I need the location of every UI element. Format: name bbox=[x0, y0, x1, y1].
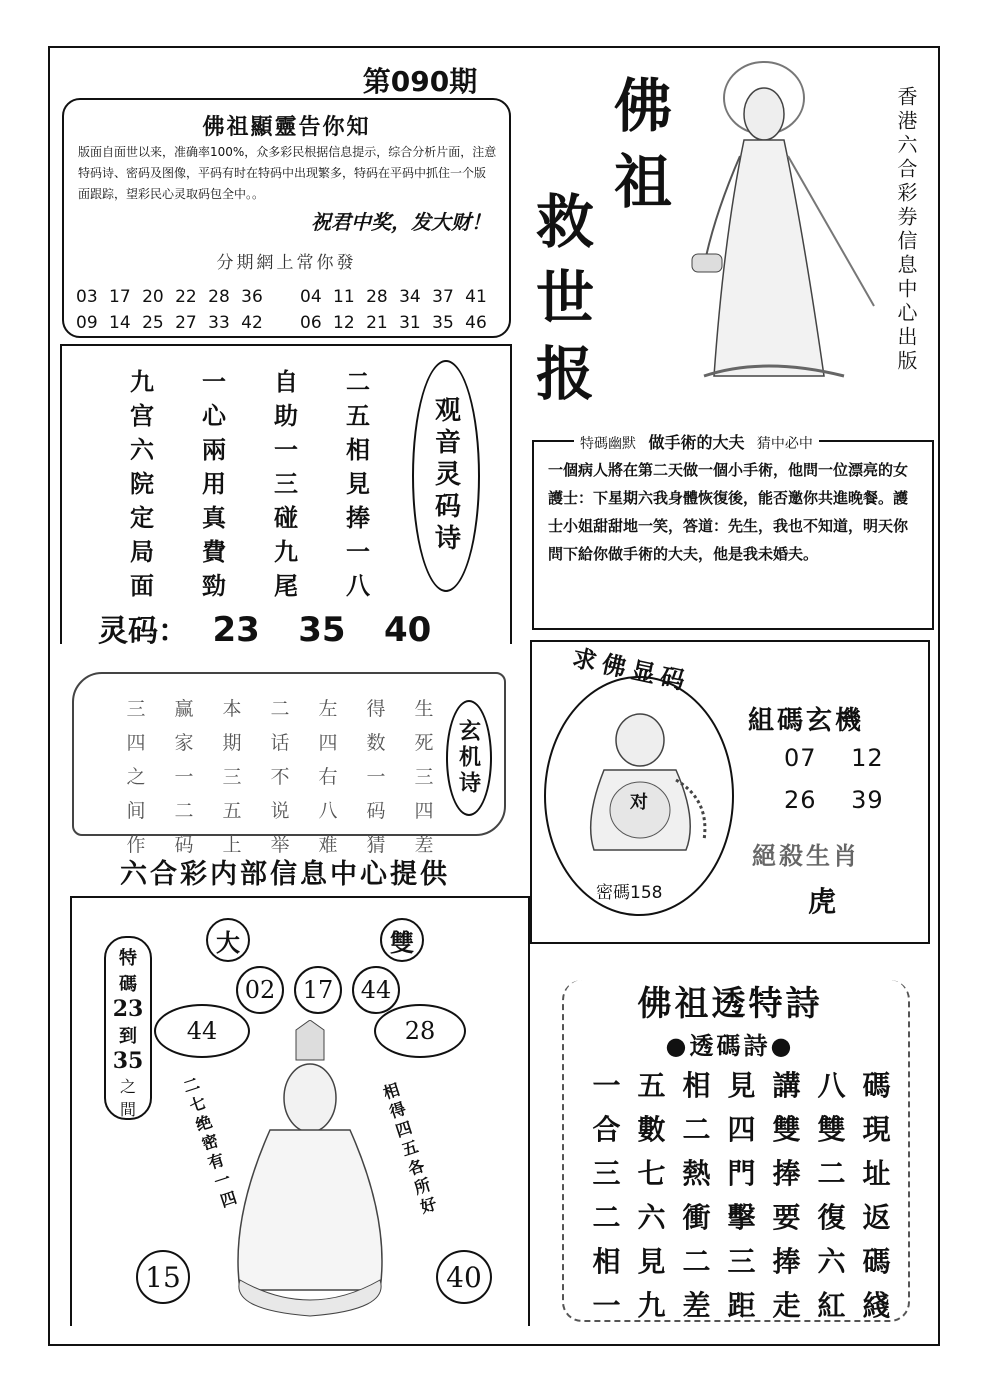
xuanji-label-text: 玄机诗 bbox=[455, 719, 482, 797]
foot-char: 六 bbox=[637, 1201, 666, 1234]
xuanji-char: 话 bbox=[270, 732, 290, 754]
zuma-number: 07 bbox=[784, 744, 817, 772]
foot-char: 見 bbox=[637, 1245, 666, 1278]
foot-char: 二 bbox=[817, 1157, 846, 1190]
number-row: 09 14 25 27 33 42 bbox=[76, 313, 263, 333]
notice-wish: 祝君中奖，发大财！ bbox=[311, 210, 491, 234]
foot-char: 熱 bbox=[682, 1157, 711, 1190]
poem-char: 五 bbox=[346, 401, 370, 430]
publisher-vertical: 香港六合彩券信息中心出版 bbox=[894, 86, 918, 374]
tema-label-char: 特 bbox=[119, 948, 137, 969]
xuanji-char: 差 bbox=[414, 834, 434, 856]
buddha-caption: 求佛显码 bbox=[569, 642, 694, 697]
foot-char: 返 bbox=[862, 1201, 891, 1234]
number-row: 03 17 20 22 28 36 bbox=[76, 287, 263, 307]
xuanji-char: 生 bbox=[414, 698, 434, 720]
notice-title: 佛祖顯靈告你知 bbox=[202, 114, 371, 140]
poem-char: 自 bbox=[274, 367, 298, 396]
poem-char: 一 bbox=[346, 537, 370, 566]
foot-char: 八 bbox=[817, 1069, 846, 1102]
foot-char: 數 bbox=[637, 1113, 666, 1146]
foot-poem-title: 佛祖透特詩 bbox=[590, 976, 870, 1025]
joke-header-label: 特碼幽默 bbox=[580, 436, 636, 452]
foot-char: 距 bbox=[727, 1289, 756, 1322]
poem-char: 助 bbox=[274, 401, 298, 430]
zodiac-answer: 虎 bbox=[808, 885, 837, 918]
corner-number-right: 40 bbox=[436, 1250, 492, 1304]
xuanji-char: 说 bbox=[270, 800, 290, 822]
guanyin-poem-label bbox=[412, 360, 480, 592]
lingma-number: 40 bbox=[384, 610, 432, 650]
foot-char: 門 bbox=[727, 1157, 756, 1190]
xuanji-char: 四 bbox=[414, 800, 434, 822]
foot-char: 紅 bbox=[817, 1289, 846, 1322]
poem-char: 定 bbox=[130, 503, 154, 532]
lingma-label: 灵码： bbox=[98, 614, 188, 649]
poem-char: 見 bbox=[346, 469, 370, 498]
foot-poem-subtitle-text: 透碼詩 bbox=[689, 1031, 771, 1060]
xuanji-char: 得 bbox=[366, 698, 386, 720]
poem-char: 宫 bbox=[130, 401, 154, 430]
number-circle: 17 bbox=[294, 966, 342, 1014]
foot-char: 復 bbox=[817, 1201, 846, 1234]
xuanji-char: 不 bbox=[270, 766, 290, 788]
xuanji-char: 五 bbox=[222, 800, 242, 822]
foot-char: 二 bbox=[592, 1201, 621, 1234]
poem-char: 局 bbox=[130, 537, 154, 566]
foot-char: 捧 bbox=[772, 1245, 801, 1278]
provider-line: 六合彩内部信息中心提供 bbox=[120, 859, 450, 890]
xuanji-char: 一 bbox=[366, 766, 386, 788]
xuanji-char: 期 bbox=[222, 732, 242, 754]
numbers-left bbox=[76, 284, 263, 336]
number-circle: 02 bbox=[236, 966, 284, 1014]
foot-char: 捧 bbox=[772, 1157, 801, 1190]
poem-char: 三 bbox=[274, 469, 298, 498]
number-ellipse: 28 bbox=[374, 1004, 466, 1058]
poem-char: 一 bbox=[274, 435, 298, 464]
foot-char: 衝 bbox=[682, 1201, 711, 1234]
foot-char: 六 bbox=[817, 1245, 846, 1278]
zuma-row bbox=[784, 744, 884, 772]
corner-number-left: 15 bbox=[136, 1250, 190, 1304]
poem-char: 面 bbox=[130, 571, 154, 600]
poem-char: 相 bbox=[346, 435, 370, 464]
notice-box bbox=[62, 98, 511, 338]
xuanji-char: 右 bbox=[318, 766, 338, 788]
lingma-number: 23 bbox=[212, 610, 260, 650]
foot-char: 碼 bbox=[862, 1245, 891, 1278]
foot-char: 一 bbox=[592, 1069, 621, 1102]
poem-char: 費 bbox=[202, 537, 226, 566]
guanyin-standing-image bbox=[684, 56, 884, 386]
xuanji-char: 数 bbox=[366, 732, 386, 754]
numbers-right bbox=[300, 284, 487, 336]
foot-char: 二 bbox=[682, 1245, 711, 1278]
xuanji-char: 三 bbox=[126, 698, 146, 720]
xuanji-grid bbox=[112, 694, 448, 864]
foot-char: 三 bbox=[592, 1157, 621, 1190]
xuanji-char: 猜 bbox=[366, 834, 386, 856]
bullet-right: ● bbox=[770, 1031, 795, 1060]
joke-text: 一個病人將在第二天做一個小手術，他問一位漂亮的女護士：下星期六我身體恢復後，能否邀你共進晚餐。護士小姐甜甜地一笑，答道：先生，我也不知道，明天你問下給你做手術的大夫，他是我未婚夫。 bbox=[548, 461, 909, 563]
left-vertical-poem: 二七绝密有一四 bbox=[178, 1074, 241, 1214]
seated-guanyin-image bbox=[220, 1020, 400, 1320]
big-label: 大 bbox=[206, 918, 250, 962]
poem-char: 二 bbox=[346, 367, 370, 396]
xuanji-char: 三 bbox=[414, 766, 434, 788]
foot-char: 碼 bbox=[862, 1069, 891, 1102]
right-vertical-poem: 相得四五各所好 bbox=[378, 1080, 441, 1220]
joke-hint: 猜中必中 bbox=[756, 436, 813, 452]
joke-header bbox=[574, 430, 819, 453]
xuanji-char: 码 bbox=[366, 800, 386, 822]
title-shi: 世 bbox=[536, 264, 595, 332]
guanyin-poem-grid bbox=[106, 362, 394, 600]
number-ellipse: 44 bbox=[154, 1004, 250, 1058]
buddha-belly-text: 对 bbox=[630, 792, 648, 813]
foot-char: 相 bbox=[592, 1245, 621, 1278]
xuanji-char: 二 bbox=[270, 698, 290, 720]
lingma-row bbox=[98, 606, 445, 650]
foot-char: 合 bbox=[592, 1113, 621, 1146]
foot-char: 四 bbox=[727, 1113, 756, 1146]
joke-box bbox=[532, 433, 934, 630]
poem-char: 尾 bbox=[274, 571, 298, 600]
buddha-mima: 密碼158 bbox=[596, 883, 663, 903]
zuma-row bbox=[784, 786, 884, 814]
number-row: 04 11 28 34 37 41 bbox=[300, 287, 487, 307]
xuanji-char: 二 bbox=[174, 800, 194, 822]
zuma-number: 39 bbox=[851, 786, 884, 814]
tema-between-char: 間 bbox=[119, 1100, 136, 1119]
foot-char: 講 bbox=[772, 1069, 801, 1102]
poem-char: 兩 bbox=[202, 435, 226, 464]
xuanji-char: 举 bbox=[270, 834, 290, 856]
title-fo: 佛 bbox=[614, 72, 673, 140]
poem-char: 六 bbox=[130, 435, 154, 464]
foot-poem-grid bbox=[584, 1064, 899, 1328]
xuanji-char: 家 bbox=[174, 732, 194, 754]
number-row: 06 12 21 31 35 46 bbox=[300, 313, 487, 333]
foot-char: 五 bbox=[637, 1069, 666, 1102]
foot-char: 相 bbox=[682, 1069, 711, 1102]
tema-from: 23 bbox=[112, 996, 144, 1022]
poem-char: 真 bbox=[202, 503, 226, 532]
xuanji-char: 难 bbox=[318, 834, 338, 856]
foot-char: 九 bbox=[637, 1289, 666, 1322]
xuanji-label bbox=[446, 700, 492, 816]
foot-char: 走 bbox=[772, 1289, 801, 1322]
xuanji-char: 八 bbox=[318, 800, 338, 822]
joke-title: 做手術的大夫 bbox=[648, 433, 745, 452]
laughing-buddha-image bbox=[564, 700, 714, 860]
foot-char: 擊 bbox=[727, 1201, 756, 1234]
poem-char: 九 bbox=[130, 367, 154, 396]
xuanji-char: 间 bbox=[126, 800, 146, 822]
poem-char: 捧 bbox=[346, 503, 370, 532]
poem-char: 用 bbox=[202, 469, 226, 498]
xuanji-char: 本 bbox=[222, 698, 242, 720]
notice-body: 版面自面世以来，准确率100%，众多彩民根据信息提示，综合分析片面，注意特码诗、密码及图像，平码有时在特码中出现繁多，特码在平码中抓住一个版面跟踪，望彩民心灵取码包全中。。 bbox=[78, 145, 497, 201]
xuanji-char: 之 bbox=[126, 766, 146, 788]
tema-label-char: 碼 bbox=[119, 974, 137, 995]
foot-char: 址 bbox=[862, 1157, 891, 1190]
tema-to: 35 bbox=[112, 1048, 144, 1074]
xuanji-char: 一 bbox=[174, 766, 194, 788]
foot-char: 見 bbox=[727, 1069, 756, 1102]
xuanji-scroll bbox=[72, 672, 506, 856]
poem-char: 院 bbox=[130, 469, 154, 498]
xuanji-char: 赢 bbox=[174, 698, 194, 720]
foot-char: 雙 bbox=[772, 1113, 801, 1146]
poem-char: 八 bbox=[346, 571, 370, 600]
xuanji-char: 码 bbox=[174, 834, 194, 856]
foot-char: 要 bbox=[772, 1201, 801, 1234]
foot-char: 一 bbox=[592, 1289, 621, 1322]
foot-char: 差 bbox=[682, 1289, 711, 1322]
lingma-number: 35 bbox=[298, 610, 346, 650]
xuanji-char: 作 bbox=[126, 834, 146, 856]
foot-char: 七 bbox=[637, 1157, 666, 1190]
poem-char: 一 bbox=[202, 367, 226, 396]
poem-char: 心 bbox=[202, 401, 226, 430]
zuma-title: 組碼玄機 bbox=[748, 706, 865, 736]
xuanji-char: 上 bbox=[222, 834, 242, 856]
guanyin-poem-label-text: 观音灵码诗 bbox=[430, 396, 461, 556]
title-jiu: 救 bbox=[536, 188, 595, 256]
xuanji-char: 四 bbox=[318, 732, 338, 754]
xuanji-char: 左 bbox=[318, 698, 338, 720]
number-circle: 44 bbox=[352, 966, 400, 1014]
xuanji-char: 三 bbox=[222, 766, 242, 788]
tema-between-char: 之 bbox=[119, 1077, 136, 1096]
notice-share: 分期網上常你發 bbox=[216, 253, 357, 273]
title-zu: 祖 bbox=[614, 148, 673, 216]
xuanji-char: 死 bbox=[414, 732, 434, 754]
double-label: 雙 bbox=[380, 918, 424, 962]
foot-char: 現 bbox=[862, 1113, 891, 1146]
zuma-number: 26 bbox=[784, 786, 817, 814]
tema-to-char: 到 bbox=[119, 1026, 137, 1047]
foot-poem-subtitle bbox=[640, 1026, 820, 1061]
jue-title: 絕殺生肖 bbox=[752, 841, 860, 870]
foot-char: 綫 bbox=[862, 1289, 891, 1322]
issue-number: 第090期 bbox=[362, 65, 478, 98]
foot-char: 雙 bbox=[817, 1113, 846, 1146]
poem-char: 碰 bbox=[274, 503, 298, 532]
foot-char: 二 bbox=[682, 1113, 711, 1146]
title-bao: 报 bbox=[536, 340, 595, 408]
bullet-left: ● bbox=[665, 1031, 690, 1060]
xuanji-char: 四 bbox=[126, 732, 146, 754]
tema-capsule bbox=[104, 936, 152, 1120]
zuma-number: 12 bbox=[851, 744, 884, 772]
poem-char: 九 bbox=[274, 537, 298, 566]
foot-char: 三 bbox=[727, 1245, 756, 1278]
poem-char: 勁 bbox=[202, 571, 226, 600]
